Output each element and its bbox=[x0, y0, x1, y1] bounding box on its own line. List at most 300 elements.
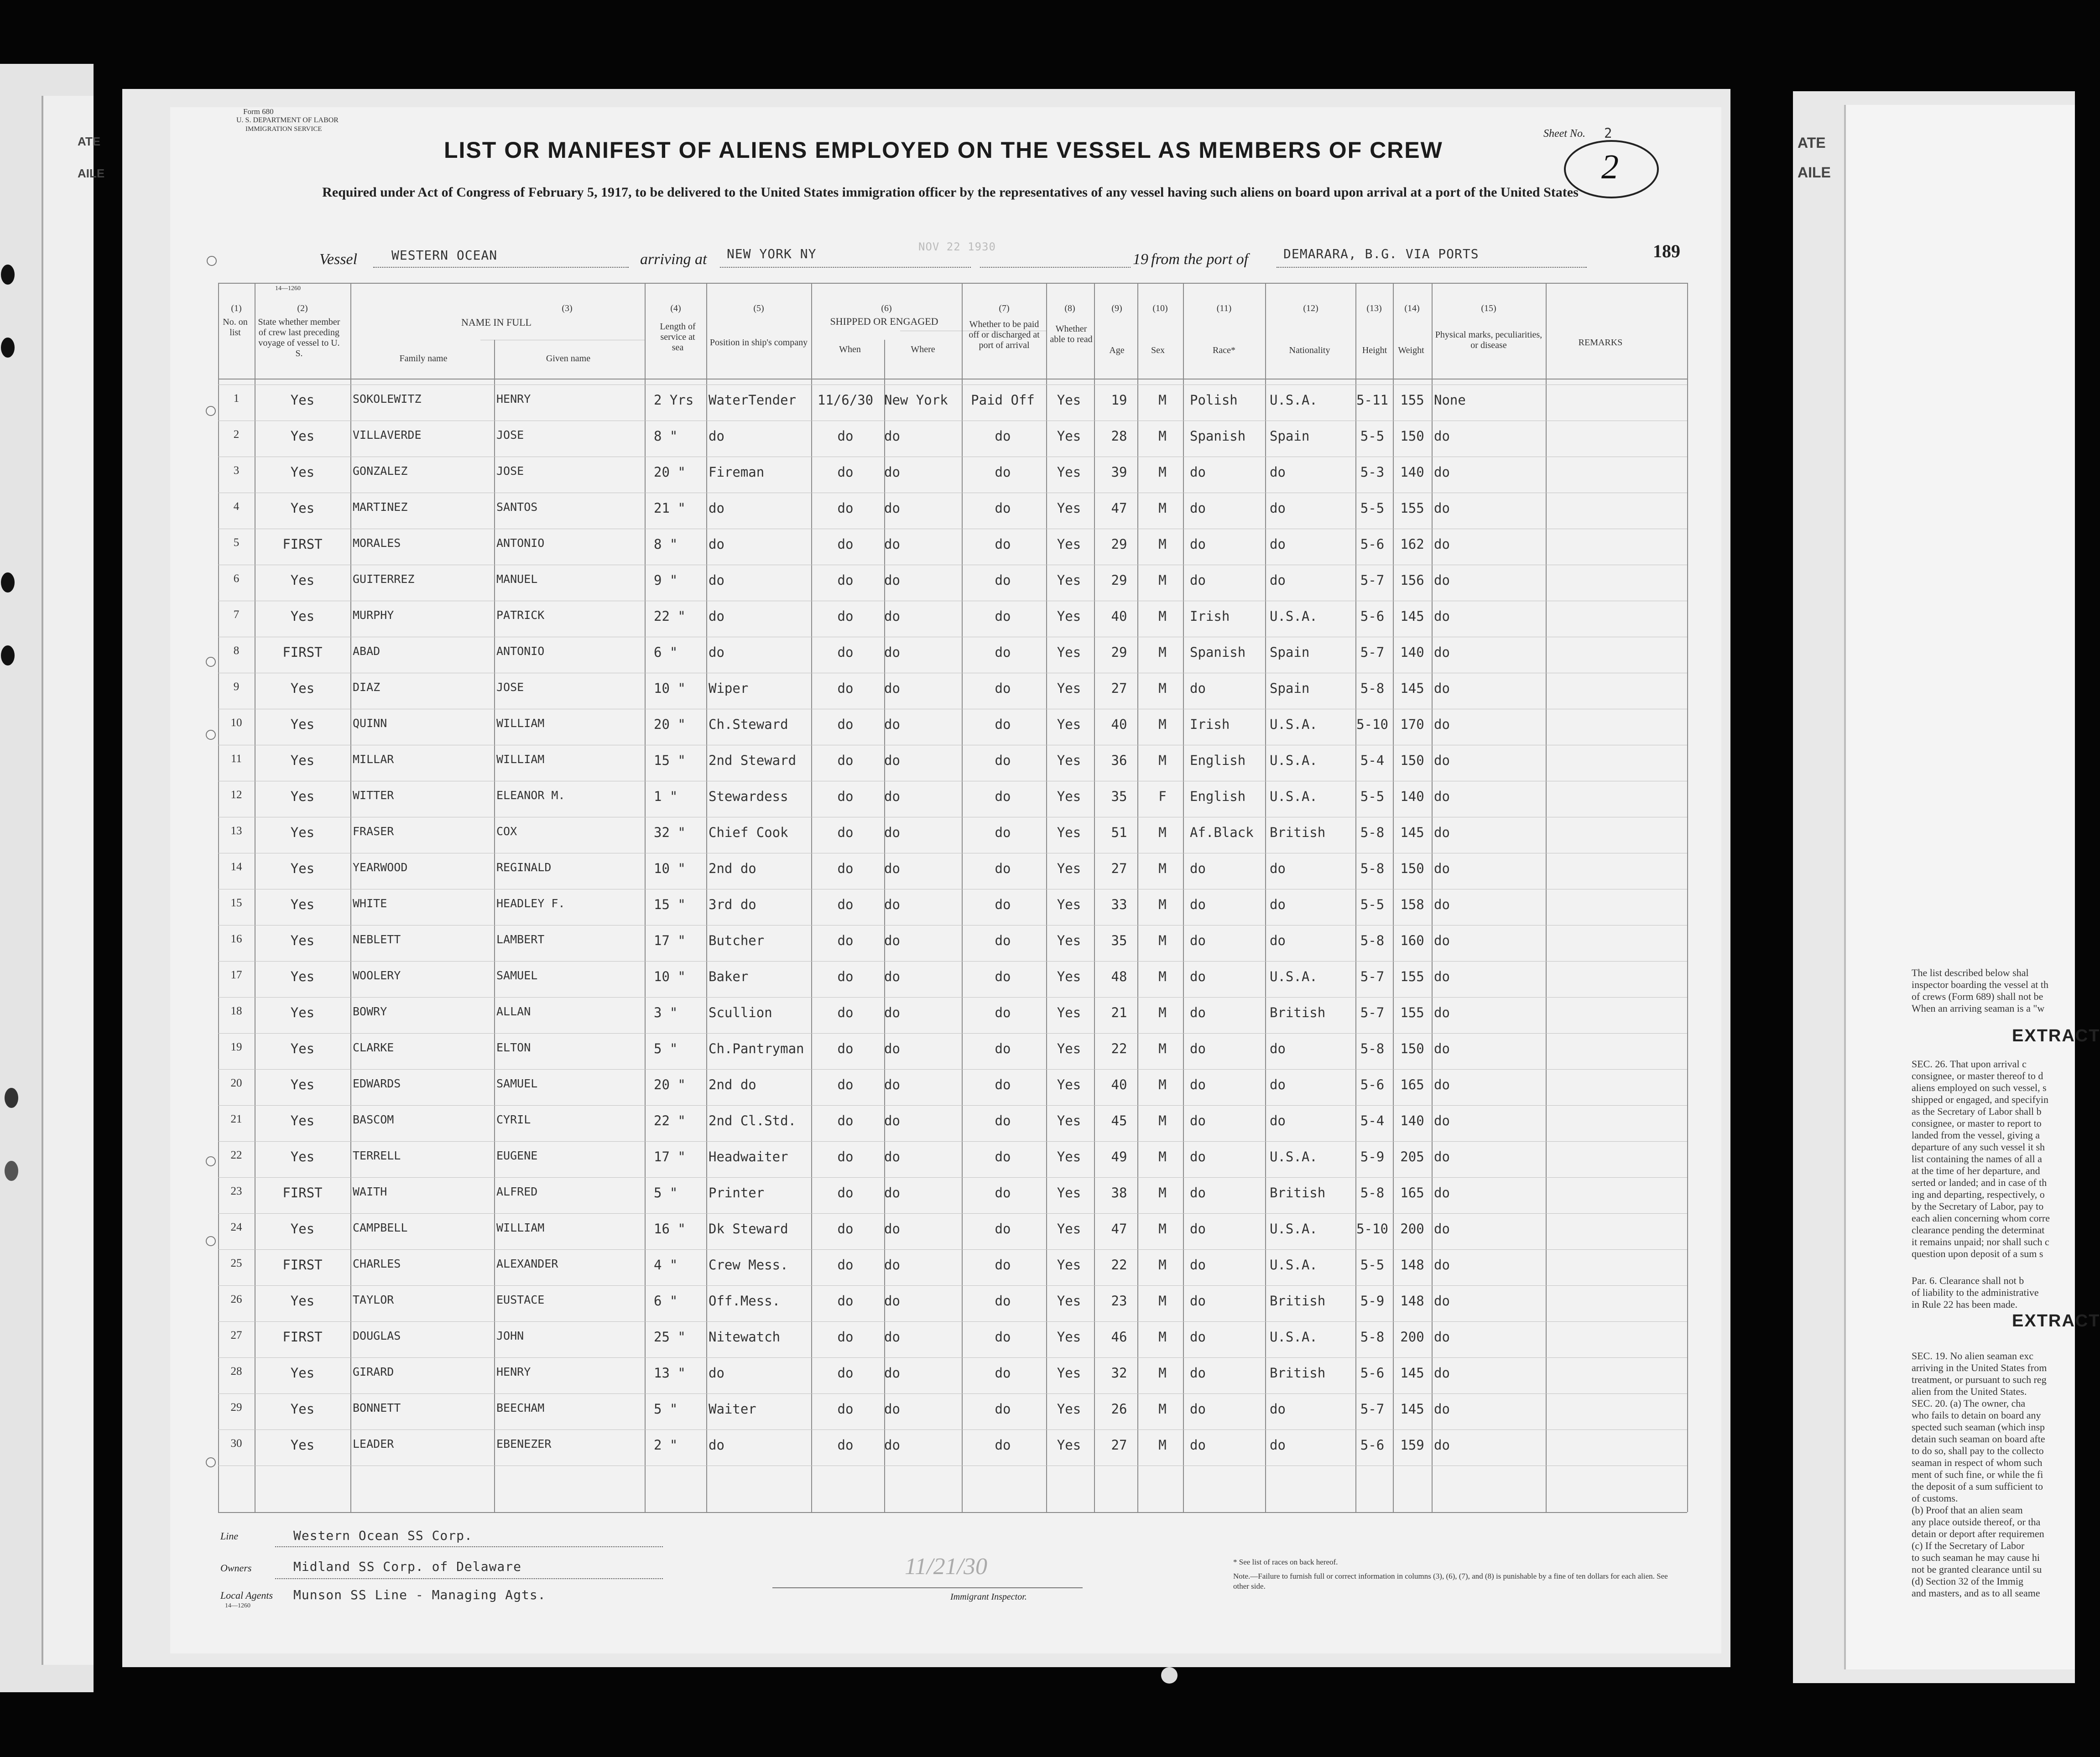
cell-race: English bbox=[1190, 753, 1246, 768]
cell-paid: do bbox=[995, 1437, 1011, 1453]
cell-position: do bbox=[709, 428, 724, 444]
cell-family: GIRARD bbox=[353, 1365, 394, 1378]
header-previous-voyage: State whether member of crew last preceding voyage of vessel to U. S. bbox=[258, 317, 340, 359]
cell-when: do bbox=[837, 933, 854, 948]
footer-print-code: 14—1260 bbox=[225, 1602, 250, 1609]
table-column-divider bbox=[706, 283, 707, 1512]
cell-position: 2nd Cl.Std. bbox=[709, 1113, 797, 1128]
footer-owners-label: Owners bbox=[220, 1562, 252, 1574]
cell-marks: do bbox=[1434, 1437, 1450, 1453]
cell-no: 28 bbox=[230, 1365, 242, 1378]
cell-race: Irish bbox=[1190, 717, 1230, 732]
cell-service: 9 " bbox=[654, 572, 678, 588]
cell-family: GONZALEZ bbox=[353, 464, 408, 478]
cell-paid: do bbox=[995, 1293, 1011, 1309]
right-page-text-line: consignee, or master thereof to d bbox=[1912, 1070, 2043, 1081]
cell-weight: 162 bbox=[1400, 536, 1424, 552]
cell-service: 22 " bbox=[654, 1113, 686, 1128]
cell-nat: U.S.A. bbox=[1270, 1329, 1318, 1345]
cell-weight: 156 bbox=[1400, 572, 1424, 588]
cell-age: 29 bbox=[1111, 572, 1127, 588]
table-column-divider bbox=[1094, 283, 1095, 1512]
cell-position: Dk Steward bbox=[709, 1221, 788, 1237]
cell-marks: do bbox=[1434, 500, 1450, 516]
cell-weight: 159 bbox=[1400, 1437, 1424, 1453]
cell-family: QUINN bbox=[353, 717, 387, 730]
footer-line-fill bbox=[275, 1546, 663, 1547]
cell-given: CYRIL bbox=[496, 1113, 531, 1126]
right-page-text-line: to such seaman he may cause hi bbox=[1912, 1552, 2040, 1563]
cell-nat: U.S.A. bbox=[1270, 608, 1318, 624]
cell-given: ALLAN bbox=[496, 1005, 531, 1018]
cell-prev: FIRST bbox=[282, 1185, 323, 1201]
cell-where: do bbox=[884, 1257, 900, 1273]
cell-given: SANTOS bbox=[496, 500, 538, 514]
cell-race: do bbox=[1190, 969, 1206, 984]
cell-paid: do bbox=[995, 897, 1011, 912]
right-page-text-line: shipped or engaged, and specifyin bbox=[1912, 1094, 2048, 1105]
table-row-divider bbox=[218, 1033, 1687, 1034]
cell-prev: Yes bbox=[290, 608, 315, 624]
column-number: (1) bbox=[231, 303, 242, 313]
cell-race: do bbox=[1190, 536, 1206, 552]
cell-when: do bbox=[837, 825, 854, 840]
column-number: (2) bbox=[297, 303, 308, 313]
cell-weight: 200 bbox=[1400, 1221, 1424, 1237]
right-page-text-top bbox=[1912, 967, 2062, 1014]
table-bottom-border bbox=[218, 1512, 1687, 1513]
cell-read: Yes bbox=[1057, 645, 1081, 660]
cell-family: TAYLOR bbox=[353, 1293, 394, 1306]
cell-read: Yes bbox=[1057, 1401, 1081, 1417]
cell-sex: M bbox=[1158, 1329, 1167, 1345]
header-position: Position in ship's company bbox=[709, 338, 808, 348]
cell-nat: do bbox=[1270, 1041, 1286, 1056]
cell-where: do bbox=[884, 1077, 900, 1092]
vessel-value: WESTERN OCEAN bbox=[391, 248, 498, 263]
header-when: When bbox=[839, 344, 861, 354]
header-able-to-read: Whether able to read bbox=[1050, 324, 1093, 344]
cell-read: Yes bbox=[1057, 392, 1081, 408]
cell-given: WILLIAM bbox=[496, 717, 545, 730]
cell-paid: do bbox=[995, 1401, 1011, 1417]
cell-where: do bbox=[884, 933, 900, 948]
column-number: (10) bbox=[1152, 303, 1168, 313]
header-sex: Sex bbox=[1151, 345, 1165, 355]
cell-sex: F bbox=[1158, 789, 1167, 804]
cell-read: Yes bbox=[1057, 1329, 1081, 1345]
cell-when: do bbox=[837, 500, 854, 516]
cell-service: 3 " bbox=[654, 1005, 678, 1020]
column-number: (15) bbox=[1481, 303, 1496, 313]
cell-race: do bbox=[1190, 1293, 1206, 1309]
cell-marks: do bbox=[1434, 789, 1450, 804]
cell-when: do bbox=[837, 753, 854, 768]
cell-where: do bbox=[884, 428, 900, 444]
cell-height: 5-3 bbox=[1360, 464, 1385, 480]
cell-race: do bbox=[1190, 1437, 1206, 1453]
cell-position: Ch.Steward bbox=[709, 717, 788, 732]
cell-paid: Paid Off bbox=[971, 392, 1035, 408]
punch-ring bbox=[206, 406, 216, 416]
cell-sex: M bbox=[1158, 681, 1167, 696]
footer-line-label: Line bbox=[220, 1530, 239, 1542]
cell-no: 1 bbox=[233, 392, 240, 405]
cell-nat: do bbox=[1270, 536, 1286, 552]
cell-given: JOSE bbox=[496, 428, 524, 442]
table-print-code: 14—1260 bbox=[275, 285, 301, 292]
table-column-divider bbox=[1687, 283, 1688, 1512]
cell-paid: do bbox=[995, 1185, 1011, 1201]
cell-paid: do bbox=[995, 825, 1011, 840]
cell-given: EBENEZER bbox=[496, 1437, 552, 1450]
right-page-text-line: clearance pending the determinat bbox=[1912, 1224, 2045, 1236]
cell-family: WITTER bbox=[353, 789, 394, 802]
cell-marks: do bbox=[1434, 681, 1450, 696]
table-column-divider bbox=[1183, 283, 1184, 1512]
cell-prev: Yes bbox=[290, 1221, 315, 1237]
year-label: 19 bbox=[1133, 251, 1148, 268]
cell-nat: do bbox=[1270, 933, 1286, 948]
cell-marks: do bbox=[1434, 608, 1450, 624]
cell-read: Yes bbox=[1057, 1293, 1081, 1309]
cell-no: 29 bbox=[230, 1401, 242, 1414]
penalty-note: Note.—Failure to furnish full or correct information in columns (3), (6), (7), and (8) is punishable by a fine of ten dollars for each alien. See other side. bbox=[1233, 1572, 1668, 1591]
header-no-on-list: No. on list bbox=[223, 317, 248, 338]
cell-family: WOOLERY bbox=[353, 969, 401, 982]
cell-race: do bbox=[1190, 1221, 1206, 1237]
cell-sex: M bbox=[1158, 428, 1167, 444]
cell-position: do bbox=[709, 572, 724, 588]
cell-race: Spanish bbox=[1190, 428, 1246, 444]
table-row-divider bbox=[218, 1105, 1687, 1106]
binder-hole bbox=[1, 265, 15, 285]
cell-paid: do bbox=[995, 428, 1011, 444]
cell-position: do bbox=[709, 500, 724, 516]
cell-age: 48 bbox=[1111, 969, 1127, 984]
cell-marks: do bbox=[1434, 464, 1450, 480]
table-column-divider bbox=[1546, 283, 1547, 1512]
right-page-text-line: consignee, or master to report to bbox=[1912, 1118, 2042, 1129]
inspector-signature-line bbox=[772, 1587, 1083, 1588]
cell-prev: Yes bbox=[290, 428, 315, 444]
cell-when: do bbox=[837, 789, 854, 804]
cell-height: 5-4 bbox=[1360, 753, 1385, 768]
cell-given: ANTONIO bbox=[496, 645, 545, 658]
cell-given: REGINALD bbox=[496, 861, 552, 874]
right-page-stub-2: AILE bbox=[1798, 164, 1831, 181]
cell-service: 5 " bbox=[654, 1401, 678, 1417]
cell-when: do bbox=[837, 1221, 854, 1237]
cell-age: 26 bbox=[1111, 1401, 1127, 1417]
cell-where: do bbox=[884, 1221, 900, 1237]
cell-no: 18 bbox=[230, 1005, 242, 1017]
cell-paid: do bbox=[995, 1329, 1011, 1345]
cell-position: 2nd Steward bbox=[709, 753, 797, 768]
cell-height: 5-8 bbox=[1360, 1041, 1385, 1056]
table-column-divider bbox=[1432, 283, 1433, 1512]
table-row-divider bbox=[218, 1321, 1687, 1322]
cell-prev: Yes bbox=[290, 392, 315, 408]
header-remarks: REMARKS bbox=[1578, 338, 1623, 348]
cell-when: do bbox=[837, 536, 854, 552]
right-page-text-line: SEC. 19. No alien seaman exc bbox=[1912, 1350, 2033, 1362]
cell-no: 2 bbox=[233, 428, 240, 441]
right-page-text-paragraph bbox=[1912, 1275, 2062, 1310]
binder-hole bbox=[1, 572, 15, 593]
cell-read: Yes bbox=[1057, 1365, 1081, 1381]
cell-where: do bbox=[884, 464, 900, 480]
cell-marks: do bbox=[1434, 861, 1450, 876]
cell-marks: do bbox=[1434, 1113, 1450, 1128]
cell-height: 5-8 bbox=[1360, 1185, 1385, 1201]
cell-prev: Yes bbox=[290, 1437, 315, 1453]
cell-read: Yes bbox=[1057, 1185, 1081, 1201]
cell-height: 5-5 bbox=[1360, 897, 1385, 912]
cell-age: 40 bbox=[1111, 717, 1127, 732]
cell-weight: 170 bbox=[1400, 717, 1424, 732]
cell-race: Spanish bbox=[1190, 645, 1246, 660]
cell-weight: 150 bbox=[1400, 861, 1424, 876]
cell-prev: FIRST bbox=[282, 536, 323, 552]
table-column-divider bbox=[350, 283, 351, 1512]
column-number: (3) bbox=[562, 303, 573, 313]
cell-weight: 160 bbox=[1400, 933, 1424, 948]
cell-sex: M bbox=[1158, 645, 1167, 660]
binder-hole bbox=[1, 645, 15, 665]
cell-service: 4 " bbox=[654, 1257, 678, 1273]
cell-prev: Yes bbox=[290, 1365, 315, 1381]
header-given-name: Given name bbox=[546, 353, 591, 364]
cell-prev: Yes bbox=[290, 789, 315, 804]
cell-family: MORALES bbox=[353, 536, 401, 550]
table-column-divider bbox=[1265, 283, 1266, 1512]
cell-no: 22 bbox=[230, 1149, 242, 1161]
footer-owners-fill bbox=[275, 1578, 663, 1579]
cell-nat: U.S.A. bbox=[1270, 753, 1318, 768]
cell-sex: M bbox=[1158, 1041, 1167, 1056]
cell-where: do bbox=[884, 608, 900, 624]
cell-given: BEECHAM bbox=[496, 1401, 545, 1414]
cell-family: SOKOLEWITZ bbox=[353, 392, 422, 405]
cell-race: do bbox=[1190, 1005, 1206, 1020]
cell-weight: 145 bbox=[1400, 608, 1424, 624]
cell-no: 17 bbox=[230, 969, 242, 981]
cell-read: Yes bbox=[1057, 536, 1081, 552]
cell-paid: do bbox=[995, 1257, 1011, 1273]
right-page-text-line: When an arriving seaman is a "w bbox=[1912, 1003, 2045, 1014]
column-number: (5) bbox=[753, 303, 764, 313]
cell-given: COX bbox=[496, 825, 517, 838]
cell-marks: do bbox=[1434, 1041, 1450, 1056]
cell-age: 27 bbox=[1111, 861, 1127, 876]
cell-position: 2nd do bbox=[709, 1077, 756, 1092]
cell-where: New York bbox=[884, 392, 948, 408]
cell-family: YEARWOOD bbox=[353, 861, 408, 874]
cell-nat: Spain bbox=[1270, 681, 1310, 696]
cell-race: English bbox=[1190, 789, 1246, 804]
cell-age: 22 bbox=[1111, 1041, 1127, 1056]
cell-no: 20 bbox=[230, 1077, 242, 1089]
left-adjacent-page bbox=[0, 64, 105, 1692]
cell-service: 16 " bbox=[654, 1221, 686, 1237]
cell-given: ALEXANDER bbox=[496, 1257, 558, 1270]
cell-read: Yes bbox=[1057, 1437, 1081, 1453]
punch-ring bbox=[206, 1457, 216, 1467]
cell-read: Yes bbox=[1057, 572, 1081, 588]
column-number: (4) bbox=[670, 303, 681, 313]
cell-given: JOHN bbox=[496, 1329, 524, 1342]
cell-nat: do bbox=[1270, 1077, 1286, 1092]
cell-race: do bbox=[1190, 500, 1206, 516]
cell-weight: 150 bbox=[1400, 1041, 1424, 1056]
cell-sex: M bbox=[1158, 1113, 1167, 1128]
cell-sex: M bbox=[1158, 897, 1167, 912]
cell-where: do bbox=[884, 1005, 900, 1020]
footer-agents-label: Local Agents bbox=[220, 1590, 273, 1601]
cell-prev: Yes bbox=[290, 861, 315, 876]
cell-position: do bbox=[709, 1365, 724, 1381]
cell-no: 10 bbox=[230, 717, 242, 729]
cell-weight: 148 bbox=[1400, 1293, 1424, 1309]
cell-nat: U.S.A. bbox=[1270, 969, 1318, 984]
cell-read: Yes bbox=[1057, 608, 1081, 624]
cell-position: Chief Cook bbox=[709, 825, 788, 840]
cell-weight: 165 bbox=[1400, 1185, 1424, 1201]
cell-age: 27 bbox=[1111, 681, 1127, 696]
cell-service: 22 " bbox=[654, 608, 686, 624]
right-page-text-line: seaman in respect of whom such bbox=[1912, 1457, 2043, 1468]
vessel-label: Vessel bbox=[319, 251, 358, 268]
cell-age: 39 bbox=[1111, 464, 1127, 480]
cell-marks: do bbox=[1434, 825, 1450, 840]
cell-read: Yes bbox=[1057, 1041, 1081, 1056]
cell-read: Yes bbox=[1057, 1221, 1081, 1237]
cell-service: 2 " bbox=[654, 1437, 678, 1453]
cell-weight: 145 bbox=[1400, 1365, 1424, 1381]
right-page-text-line: it remains unpaid; nor shall such c bbox=[1912, 1236, 2049, 1248]
right-page-text-bottom bbox=[1912, 1350, 2062, 1599]
cell-weight: 155 bbox=[1400, 500, 1424, 516]
cell-no: 12 bbox=[230, 789, 242, 801]
cell-marks: do bbox=[1434, 1185, 1450, 1201]
cell-height: 5-4 bbox=[1360, 1113, 1385, 1128]
cell-weight: 150 bbox=[1400, 428, 1424, 444]
cell-nat: do bbox=[1270, 572, 1286, 588]
cell-given: HENRY bbox=[496, 1365, 531, 1378]
cell-family: WAITH bbox=[353, 1185, 387, 1198]
cell-prev: Yes bbox=[290, 1149, 315, 1164]
cell-race: do bbox=[1190, 861, 1206, 876]
right-page-text-line: in Rule 22 has been made. bbox=[1912, 1299, 2018, 1310]
cell-given: JOSE bbox=[496, 464, 524, 478]
cell-no: 26 bbox=[230, 1293, 242, 1305]
cell-age: 40 bbox=[1111, 608, 1127, 624]
column-number: (8) bbox=[1064, 303, 1075, 313]
cell-given: LAMBERT bbox=[496, 933, 545, 946]
cell-race: do bbox=[1190, 1185, 1206, 1201]
cell-height: 5-8 bbox=[1360, 861, 1385, 876]
cell-when: do bbox=[837, 1401, 854, 1417]
cell-given: HENRY bbox=[496, 392, 531, 405]
cell-weight: 155 bbox=[1400, 1005, 1424, 1020]
right-page-text-line: at the time of her departure, and bbox=[1912, 1165, 2040, 1176]
right-page-text-line: SEC. 26. That upon arrival c bbox=[1912, 1058, 2027, 1070]
binder-rivet bbox=[1161, 1667, 1178, 1684]
table-row-divider bbox=[218, 1393, 1687, 1394]
cell-age: 36 bbox=[1111, 753, 1127, 768]
cell-position: Headwaiter bbox=[709, 1149, 788, 1164]
cell-height: 5-11 bbox=[1356, 392, 1388, 408]
cell-marks: do bbox=[1434, 933, 1450, 948]
cell-nat: do bbox=[1270, 1113, 1286, 1128]
cell-where: do bbox=[884, 1437, 900, 1453]
cell-sex: M bbox=[1158, 464, 1167, 480]
cell-family: FRASER bbox=[353, 825, 394, 838]
cell-weight: 140 bbox=[1400, 464, 1424, 480]
cell-age: 45 bbox=[1111, 1113, 1127, 1128]
cell-height: 5-6 bbox=[1360, 1365, 1385, 1381]
right-page-text-line: SEC. 20. (a) The owner, cha bbox=[1912, 1398, 2026, 1409]
cell-nat: British bbox=[1270, 1185, 1326, 1201]
cell-position: Stewardess bbox=[709, 789, 788, 804]
cell-race: do bbox=[1190, 1365, 1206, 1381]
cell-age: 35 bbox=[1111, 933, 1127, 948]
cell-no: 14 bbox=[230, 861, 242, 873]
cell-nat: Spain bbox=[1270, 428, 1310, 444]
cell-given: ELEANOR M. bbox=[496, 789, 565, 802]
cell-where: do bbox=[884, 897, 900, 912]
cell-height: 5-8 bbox=[1360, 933, 1385, 948]
cell-service: 5 " bbox=[654, 1041, 678, 1056]
cell-weight: 150 bbox=[1400, 753, 1424, 768]
cell-family: ABAD bbox=[353, 645, 380, 658]
cell-no: 5 bbox=[233, 536, 240, 549]
column-number: (13) bbox=[1366, 303, 1382, 313]
right-page-text-line: treatment, or pursuant to such reg bbox=[1912, 1374, 2047, 1385]
column-number: (11) bbox=[1216, 303, 1232, 313]
table-row-divider bbox=[218, 961, 1687, 962]
cell-family: NEBLETT bbox=[353, 933, 401, 946]
cell-when: do bbox=[837, 1185, 854, 1201]
cell-no: 16 bbox=[230, 933, 242, 945]
cell-when: do bbox=[837, 645, 854, 660]
cell-sex: M bbox=[1158, 1257, 1167, 1273]
cell-weight: 155 bbox=[1400, 969, 1424, 984]
cell-race: do bbox=[1190, 933, 1206, 948]
cell-height: 5-8 bbox=[1360, 825, 1385, 840]
left-page-stub-1: ATE bbox=[78, 135, 101, 148]
table-row-divider bbox=[218, 1357, 1687, 1358]
race-note: * See list of races on back hereof. bbox=[1233, 1558, 1338, 1566]
cell-nat: do bbox=[1270, 1401, 1286, 1417]
cell-age: 40 bbox=[1111, 1077, 1127, 1092]
footer-agents-value: Munson SS Line - Managing Agts. bbox=[293, 1587, 546, 1602]
binder-hole bbox=[5, 1088, 18, 1108]
form-number: Form 680 bbox=[243, 107, 274, 116]
cell-position: do bbox=[709, 1437, 724, 1453]
cell-weight: 205 bbox=[1400, 1149, 1424, 1164]
service: IMMIGRATION SERVICE bbox=[245, 125, 322, 133]
cell-age: 27 bbox=[1111, 1437, 1127, 1453]
cell-read: Yes bbox=[1057, 1113, 1081, 1128]
cell-family: VILLAVERDE bbox=[353, 428, 422, 442]
cell-prev: FIRST bbox=[282, 645, 323, 660]
punch-ring bbox=[206, 1156, 216, 1166]
cell-paid: do bbox=[995, 500, 1011, 516]
cell-position: Nitewatch bbox=[709, 1329, 781, 1345]
cell-no: 15 bbox=[230, 897, 242, 909]
